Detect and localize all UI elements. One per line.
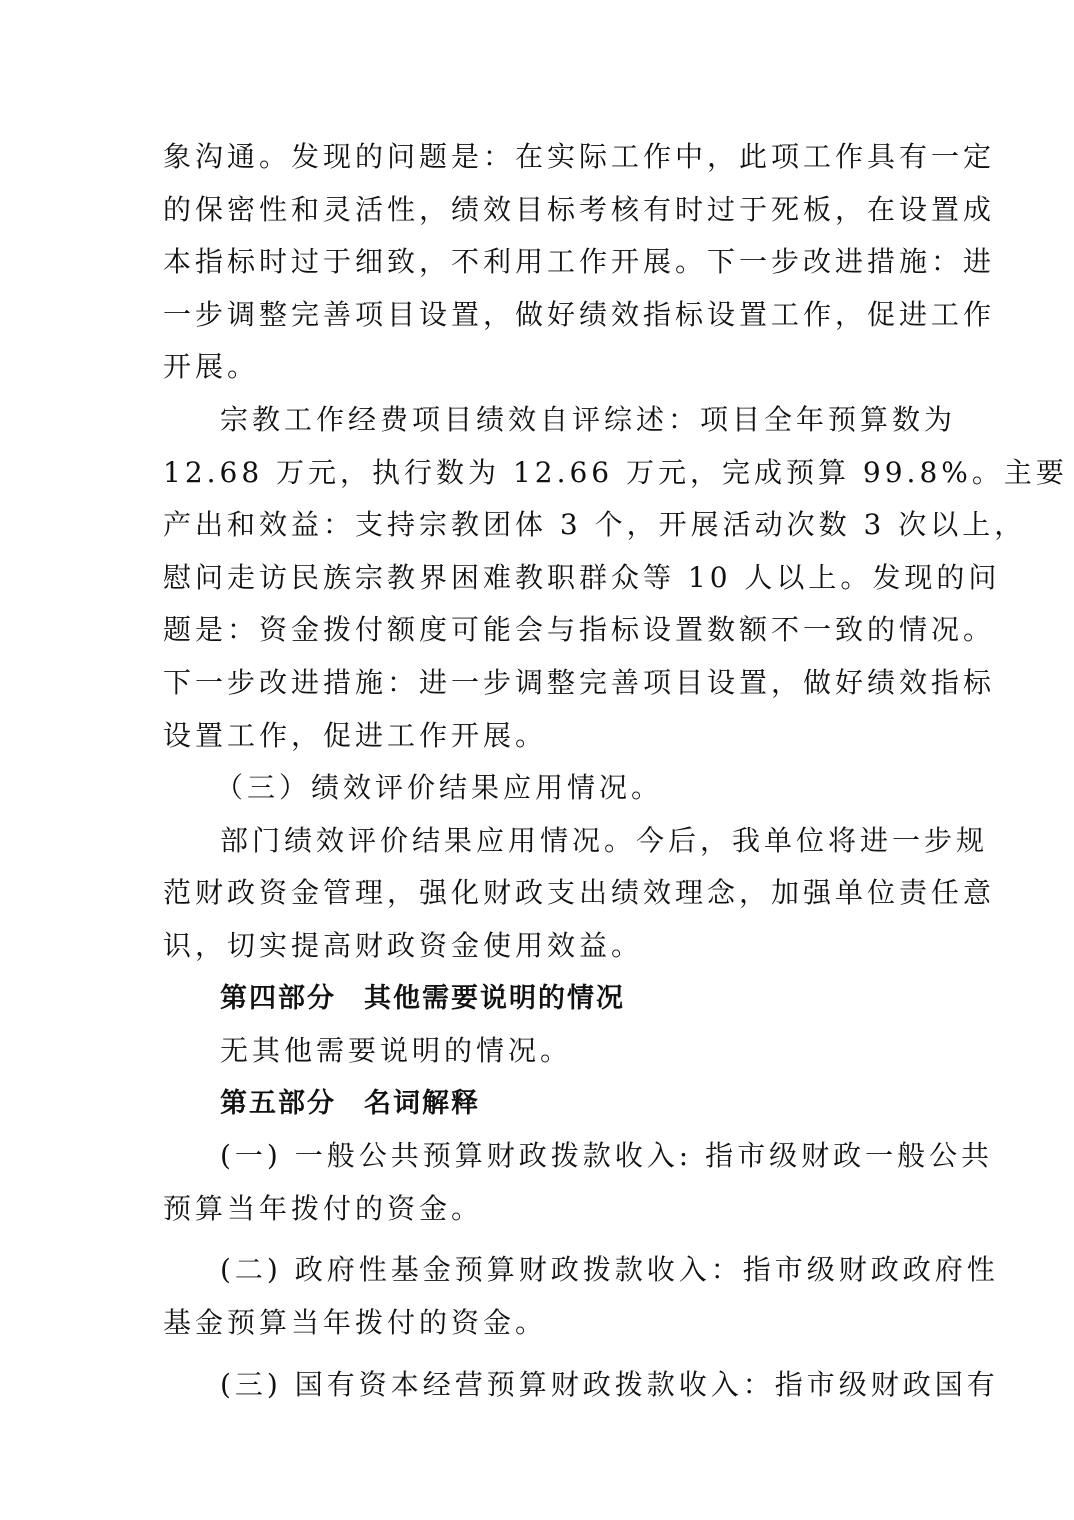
part-four-heading: [163, 973, 914, 1026]
text-line: 识，切实提高财政资金使用效益。: [163, 928, 644, 962]
definition-state-capital-budget: [163, 1359, 999, 1412]
text-line: 预算当年拨付的资金。: [163, 1191, 484, 1225]
definition-general-public-budget: [163, 1130, 994, 1235]
part-four-label: 第四部分: [220, 982, 336, 1014]
text-line: 开展。: [163, 350, 260, 384]
part-four-body: 无其他需要说明的情况。: [220, 1034, 573, 1068]
text-line: 产出和效益：支持宗教团体 3 个，开展活动次数 3 次以上，: [163, 508, 1027, 542]
definition-government-fund-budget: [163, 1244, 999, 1349]
text-line: 题是：资金拨付额度可能会与指标设置数额不一致的情况。: [163, 613, 996, 647]
section-subheading: （三）绩效评价结果应用情况。: [215, 771, 664, 805]
part-four-title: 其他需要说明的情况: [364, 982, 625, 1014]
paragraph-evaluation-results: [163, 815, 996, 973]
text-line: 设置工作，促进工作开展。: [163, 718, 548, 752]
text-line: 象沟通。发现的问题是：在实际工作中，此项工作具有一定: [163, 140, 996, 173]
text-line: 本指标时过于细致，不利用工作开展。下一步改进措施：进: [163, 245, 996, 279]
text-line: (三) 国有资本经营预算财政拨款收入：指市级财政国有: [220, 1367, 999, 1401]
part-five-title: 名词解释: [364, 1087, 480, 1119]
text-line: (二) 政府性基金预算财政拨款收入：指市级财政政府性: [220, 1253, 999, 1287]
text-line: 慰问走访民族宗教界困难教职群众等 10 人以上。发现的问: [163, 560, 1001, 594]
text-line: (一) 一般公共预算财政拨款收入: 指市级财政一般公共: [220, 1139, 994, 1173]
text-line: 一步调整完善项目设置，做好绩效指标设置工作，促进工作: [163, 297, 996, 331]
part-five-heading: [163, 1078, 914, 1131]
text-line: 宗教工作经费项目绩效自评综述：项目全年预算数为: [220, 402, 957, 436]
paragraph-project-summary-continued: [163, 131, 996, 394]
text-line: 的保密性和灵活性，绩效目标考核有时过于死板，在设置成: [163, 192, 996, 226]
paragraph-religious-work-funds: [163, 394, 1068, 762]
text-line: 范财政资金管理，强化财政支出绩效理念，加强单位责任意: [163, 876, 996, 910]
text-line: 基金预算当年拨付的资金。: [163, 1306, 548, 1340]
part-five-label: 第五部分: [220, 1087, 336, 1119]
text-line: 下一步改进措施：进一步调整完善项目设置，做好绩效指标: [163, 665, 996, 699]
text-line: 部门绩效评价结果应用情况。今后，我单位将进一步规: [220, 823, 989, 857]
text-line: 12.68 万元，执行数为 12.66 万元，完成预算 99.8%。主要: [163, 455, 1068, 489]
